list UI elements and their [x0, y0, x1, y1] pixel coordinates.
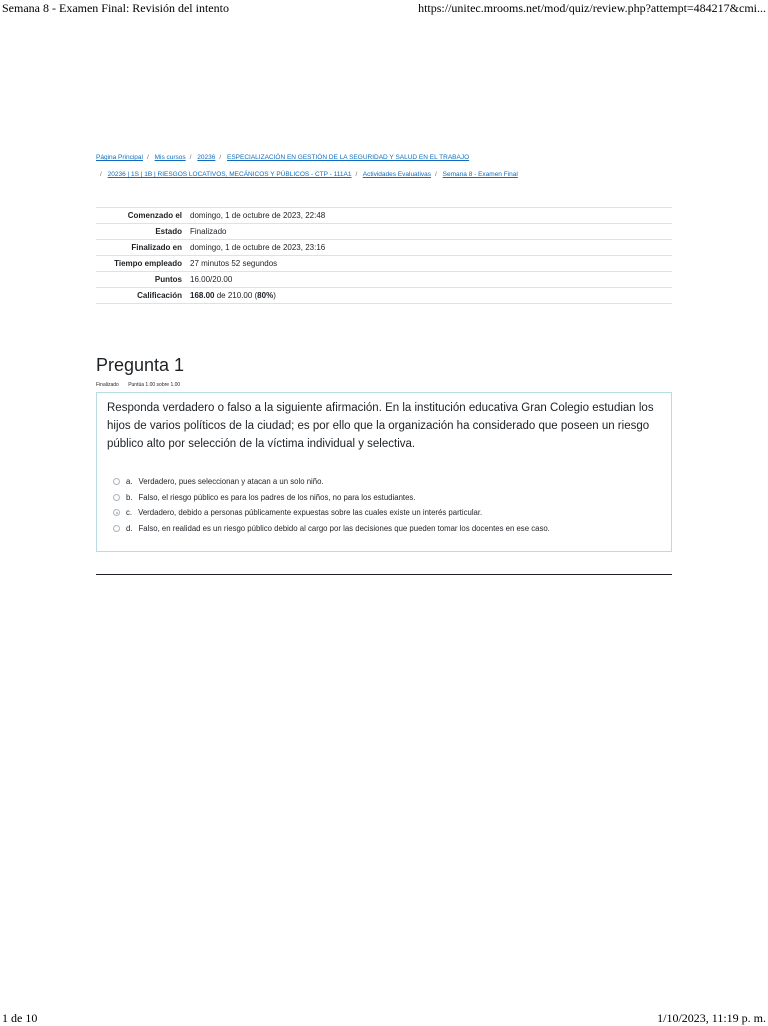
summary-label: Tiempo empleado — [96, 256, 186, 272]
breadcrumb-exam-link[interactable]: Semana 8 - Examen Final — [442, 171, 518, 178]
summary-value: 27 minutos 52 segundos — [186, 256, 672, 272]
answer-text: Falso, en realidad es un riesgo público debido al cargo por las decisiones que pueden tomar los docentes en ese caso. — [138, 523, 550, 533]
answer-list — [113, 474, 550, 536]
breadcrumb-separator: / — [435, 171, 437, 178]
grade-score: 168.00 — [190, 291, 215, 300]
print-page-title: Semana 8 - Examen Final: Revisión del intento — [2, 1, 229, 15]
grade-percent: 80% — [257, 291, 274, 300]
answer-text: Falso, el riesgo público es para los padres de los niños, no para los estudiantes. — [138, 492, 416, 502]
question-info — [96, 382, 188, 388]
section-divider — [96, 574, 672, 575]
summary-row-points — [96, 272, 672, 288]
summary-value: 16.00/20.00 — [186, 272, 672, 288]
summary-row-grade — [96, 288, 672, 304]
answer-option-a[interactable] — [113, 474, 550, 490]
question-box — [96, 392, 672, 552]
radio-button[interactable] — [113, 478, 120, 485]
breadcrumb-course-link[interactable]: 20236 | 1S | 1B | RIESGOS LOCATIVOS, MECÁNICOS Y PÚBLICOS - CTP - 111A1 — [107, 171, 352, 178]
summary-row-state — [96, 224, 672, 240]
breadcrumb-separator: / — [146, 154, 149, 161]
print-url: https://unitec.mrooms.net/mod/quiz/review.php?attempt=484217&cmi... — [418, 1, 766, 15]
radio-button-selected[interactable] — [113, 509, 120, 516]
summary-row-started — [96, 208, 672, 224]
breadcrumb-home-link[interactable]: Página Principal — [96, 154, 143, 161]
answer-text: Verdadero, pues seleccionan y atacan a un solo niño. — [138, 477, 324, 487]
breadcrumb-specialization-link[interactable]: ESPECIALIZACIÓN EN GESTIÓN DE LA SEGURIDAD Y SALUD EN EL TRABAJO — [227, 154, 470, 161]
breadcrumb-separator: / — [100, 171, 102, 178]
breadcrumb-activities-link[interactable]: Actividades Evaluativas — [362, 171, 432, 178]
breadcrumb-separator: / — [219, 154, 222, 161]
print-header — [0, 0, 768, 16]
answer-text: Verdadero, debido a personas públicamente expuestas sobre las cuales existe un interés particular. — [138, 508, 483, 518]
grade-close: ) — [273, 291, 276, 300]
summary-value: domingo, 1 de octubre de 2023, 22:48 — [186, 208, 672, 224]
radio-button[interactable] — [113, 525, 120, 532]
summary-label: Calificación — [96, 288, 186, 304]
summary-row-time — [96, 256, 672, 272]
answer-option-d[interactable] — [113, 521, 550, 537]
summary-value: Finalizado — [186, 224, 672, 240]
summary-label: Comenzado el — [96, 208, 186, 224]
question-title: Pregunta 1 — [96, 355, 185, 375]
answer-option-b[interactable] — [113, 490, 550, 506]
breadcrumb-separator: / — [355, 171, 358, 178]
answer-letter: a. — [126, 477, 133, 487]
answer-letter: c. — [126, 508, 133, 518]
breadcrumb-separator: / — [189, 154, 192, 161]
breadcrumb-my-courses-link[interactable]: Mis cursos — [154, 154, 186, 161]
radio-button[interactable] — [113, 494, 120, 501]
question-score: Puntúa 1.00 sobre 1.00 — [128, 382, 181, 388]
summary-label: Puntos — [96, 272, 186, 288]
answer-letter: b. — [126, 492, 133, 502]
print-datetime: 1/10/2023, 11:19 p. m. — [657, 1011, 766, 1025]
answer-option-c[interactable] — [113, 505, 550, 521]
attempt-summary-table — [96, 207, 672, 304]
summary-row-finished — [96, 240, 672, 256]
grade-total: de 210.00 ( — [214, 291, 258, 300]
question-status: Finalizado — [96, 382, 119, 388]
summary-label: Finalizado en — [96, 240, 186, 256]
print-page-number: 1 de 10 — [2, 1011, 38, 1025]
question-text: Responda verdadero o falso a la siguiente afirmación. En la institución educativa Gran Colegio estudian los hijos de varios políticos de la ciudad; es por ello que la organización ha considerado que poseen un riesgo público alto por selección de la víctima individual y selectiva. — [107, 402, 654, 450]
answer-letter: d. — [126, 523, 133, 533]
breadcrumb-category-link[interactable]: 20236 — [197, 154, 216, 161]
summary-value: domingo, 1 de octubre de 2023, 23:16 — [186, 240, 672, 256]
summary-value — [186, 288, 672, 304]
summary-label: Estado — [96, 224, 186, 240]
